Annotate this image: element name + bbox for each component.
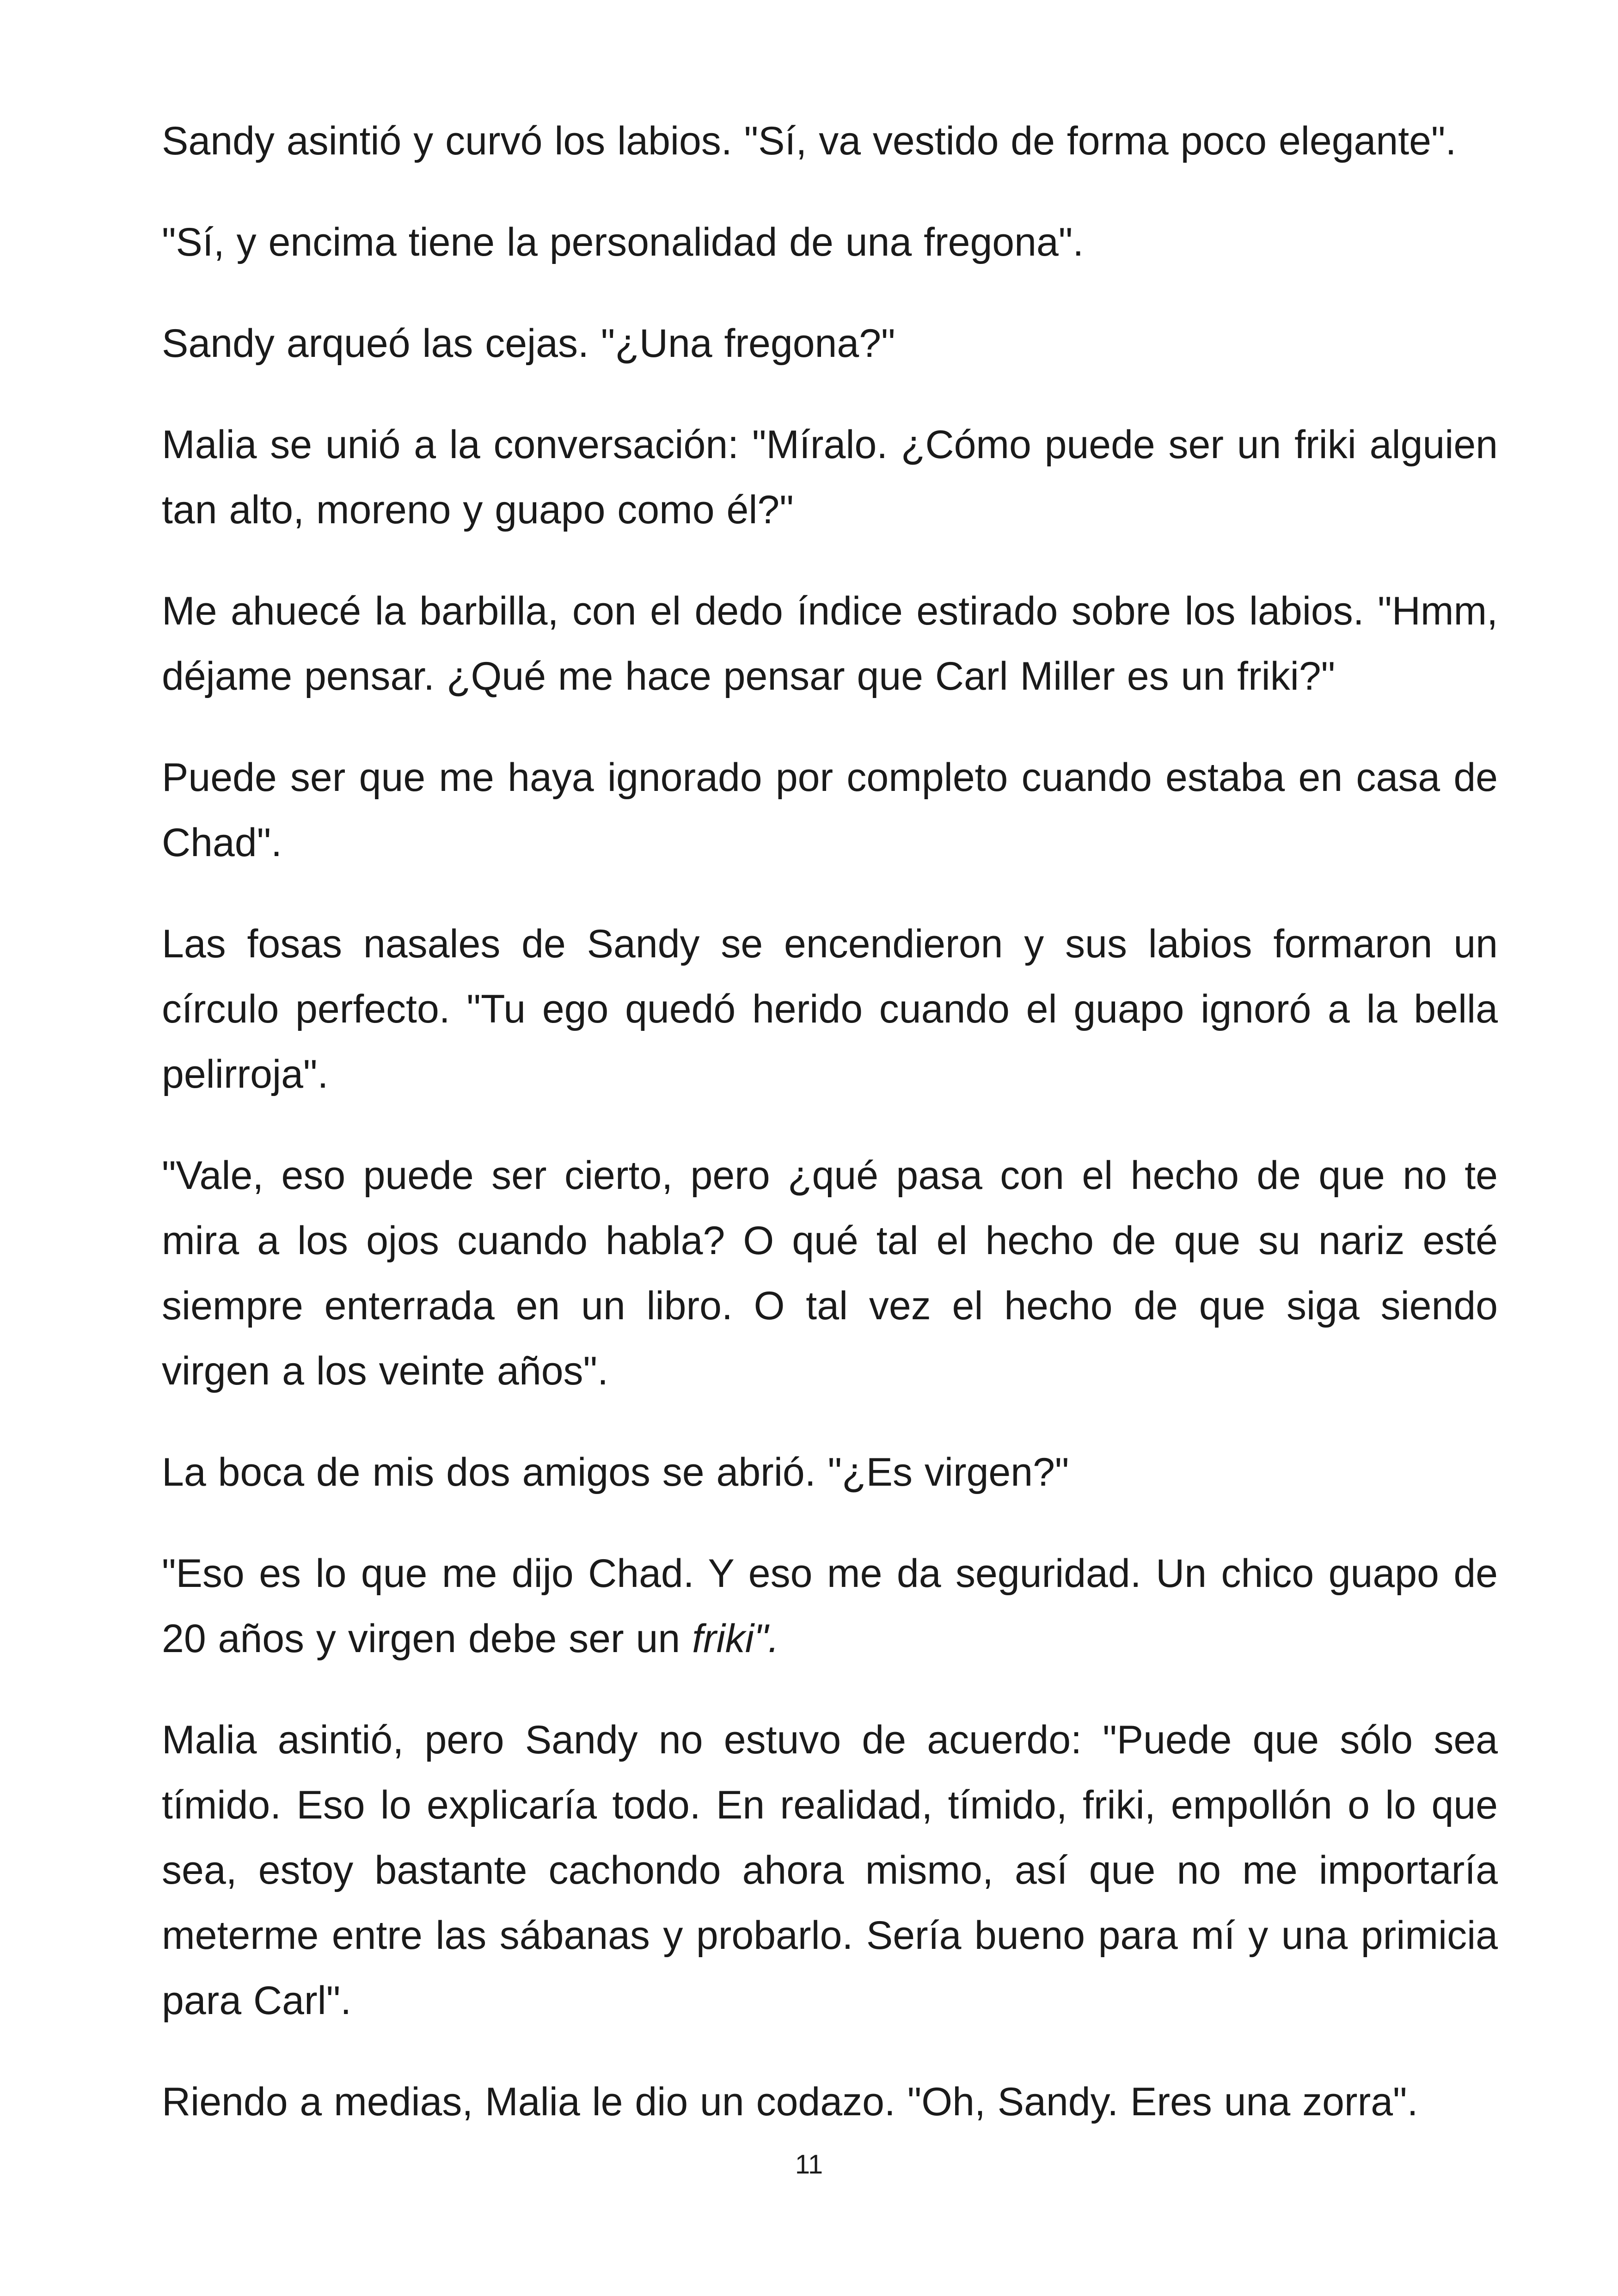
paragraph: Las fosas nasales de Sandy se encendieron y sus labios formaron un círculo perfecto. "Tu ego quedó herido cuando el guapo ignoró a la bella pelirroja". [162,922,1498,1096]
paragraph: Sandy arqueó las cejas. "¿Una fregona?" [162,321,895,366]
paragraph: Malia se unió a la conversación: "Míralo. ¿Cómo puede ser un friki alguien tan alto, moreno y guapo como él?" [162,422,1498,532]
paragraph [162,1541,1498,1671]
paragraph: "Vale, eso puede ser cierto, pero ¿qué pasa con el hecho de que no te mira a los ojos cuando habla? O qué tal el hecho de que su nariz esté siempre enterrada en un libro. O tal vez el hecho de que siga siendo virgen a los veinte años". [162,1153,1498,1393]
paragraph: La boca de mis dos amigos se abrió. "¿Es virgen?" [162,1450,1069,1494]
paragraph: "Sí, y encima tiene la personalidad de una fregona". [162,220,1084,264]
paragraph: Puede ser que me haya ignorado por completo cuando estaba en casa de Chad". [162,755,1498,865]
body-text [162,109,1498,2135]
paragraph-text: "Eso es lo que me dijo Chad. Y eso me da seguridad. Un chico guapo de 20 años y virgen debe ser un [162,1551,1498,1661]
paragraph: Malia asintió, pero Sandy no estuvo de acuerdo: "Puede que sólo sea tímido. Eso lo explicaría todo. En realidad, tímido, friki, empollón o lo que sea, estoy bastante cachondo ahora mismo, así que no me importaría meterme entre las sábanas y probarlo. Sería bueno para mí y una primicia para Carl". [162,1718,1498,2023]
italic-word: friki". [692,1616,779,1661]
page-number: 11 [795,2149,823,2180]
paragraph: Riendo a medias, Malia le dio un codazo. "Oh, Sandy. Eres una zorra". [162,2080,1418,2124]
paragraph: Sandy asintió y curvó los labios. "Sí, va vestido de forma poco elegante". [162,119,1457,163]
paragraph: Me ahuecé la barbilla, con el dedo índice estirado sobre los labios. "Hmm, déjame pensar. ¿Qué me hace pensar que Carl Miller es un friki?" [162,589,1498,698]
